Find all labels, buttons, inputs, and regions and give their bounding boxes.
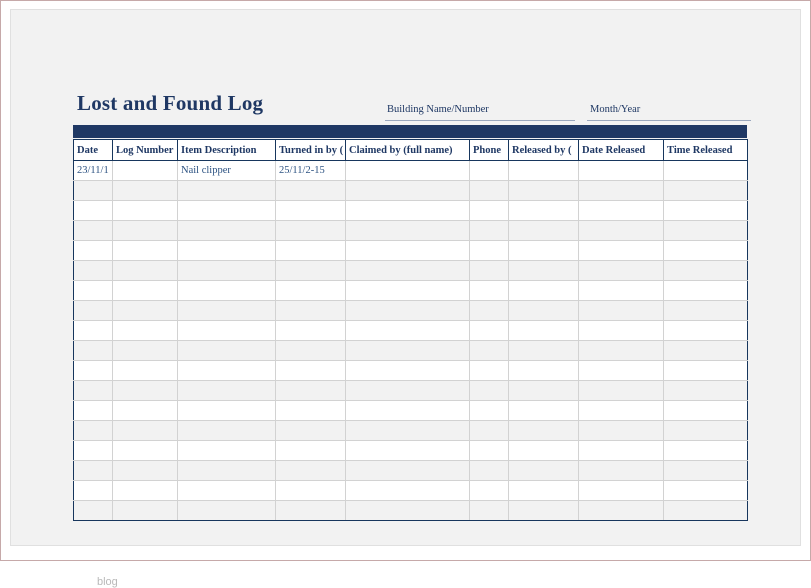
table-cell[interactable]	[74, 221, 113, 241]
table-cell[interactable]	[74, 501, 113, 521]
table-cell[interactable]	[579, 241, 664, 261]
table-cell[interactable]	[276, 261, 346, 281]
table-cell[interactable]	[509, 301, 579, 321]
table-cell[interactable]	[276, 221, 346, 241]
table-cell[interactable]	[74, 241, 113, 261]
table-cell[interactable]	[74, 261, 113, 281]
building-name-label: Building Name/Number	[387, 104, 489, 115]
table-cell[interactable]	[74, 281, 113, 301]
table-cell[interactable]	[276, 501, 346, 521]
table-cell[interactable]	[276, 401, 346, 421]
table-cell[interactable]	[579, 281, 664, 301]
table-cell[interactable]	[276, 441, 346, 461]
table-cell[interactable]	[346, 261, 470, 281]
table-cell[interactable]	[74, 361, 113, 381]
table-cell[interactable]	[113, 361, 178, 381]
table-cell[interactable]	[509, 501, 579, 521]
table-cell[interactable]	[178, 421, 276, 441]
table-row	[74, 441, 748, 461]
table-cell[interactable]	[276, 201, 346, 221]
table-cell[interactable]	[470, 261, 509, 281]
table-cell[interactable]	[579, 341, 664, 361]
table-row	[74, 481, 748, 501]
table-cell[interactable]	[113, 201, 178, 221]
table-cell[interactable]	[178, 481, 276, 501]
table-cell[interactable]	[346, 301, 470, 321]
table-cell[interactable]	[664, 341, 748, 361]
table-cell[interactable]	[178, 441, 276, 461]
table-cell[interactable]	[579, 261, 664, 281]
table-row	[74, 241, 748, 261]
table-cell[interactable]	[178, 241, 276, 261]
table-cell[interactable]	[346, 221, 470, 241]
table-cell[interactable]	[113, 421, 178, 441]
table-cell[interactable]	[74, 481, 113, 501]
table-cell[interactable]	[470, 361, 509, 381]
table-cell[interactable]	[276, 181, 346, 201]
table-row	[74, 501, 748, 521]
table-cell[interactable]	[276, 241, 346, 261]
table-cell[interactable]	[470, 321, 509, 341]
table-cell[interactable]	[509, 261, 579, 281]
table-cell[interactable]	[113, 241, 178, 261]
table-cell[interactable]	[509, 421, 579, 441]
table-cell[interactable]	[276, 281, 346, 301]
table-row	[74, 341, 748, 361]
table-cell[interactable]	[470, 301, 509, 321]
column-header-time-released[interactable]: Time Released	[664, 140, 748, 161]
column-header-date[interactable]: Date	[74, 140, 113, 161]
table-cell[interactable]	[178, 321, 276, 341]
page-title: Lost and Found Log	[77, 91, 264, 115]
table-row	[74, 161, 748, 181]
table-row	[74, 381, 748, 401]
table-cell[interactable]	[74, 201, 113, 221]
table-cell[interactable]	[346, 381, 470, 401]
table-cell[interactable]	[276, 381, 346, 401]
table-cell[interactable]	[178, 301, 276, 321]
table-cell[interactable]	[509, 241, 579, 261]
table-cell[interactable]	[346, 241, 470, 261]
table-cell[interactable]	[509, 361, 579, 381]
month-year-input[interactable]	[587, 120, 751, 121]
table-cell[interactable]	[178, 341, 276, 361]
table-cell[interactable]	[178, 461, 276, 481]
table-row	[74, 221, 748, 241]
table-cell[interactable]	[74, 421, 113, 441]
table-cell[interactable]	[113, 381, 178, 401]
table-cell[interactable]	[113, 401, 178, 421]
table-cell[interactable]	[346, 401, 470, 421]
table-cell[interactable]	[509, 281, 579, 301]
table-cell[interactable]	[346, 201, 470, 221]
table-cell[interactable]	[664, 401, 748, 421]
table-cell[interactable]: 25/11/2-15	[276, 161, 346, 181]
table-header-row	[74, 140, 748, 161]
table-cell[interactable]	[470, 161, 509, 181]
table-cell[interactable]	[470, 421, 509, 441]
table-cell[interactable]	[664, 461, 748, 481]
table-cell[interactable]	[346, 441, 470, 461]
table-cell[interactable]	[509, 481, 579, 501]
table-cell[interactable]	[579, 381, 664, 401]
table-row	[74, 421, 748, 441]
table-cell[interactable]	[346, 461, 470, 481]
table-cell[interactable]	[579, 161, 664, 181]
table-cell[interactable]	[113, 161, 178, 181]
column-header-item-description[interactable]: Item Description	[178, 140, 276, 161]
column-header-released-by[interactable]: Released by (	[509, 140, 579, 161]
table-cell[interactable]	[113, 261, 178, 281]
table-cell[interactable]	[113, 281, 178, 301]
table-cell[interactable]	[74, 441, 113, 461]
table-cell[interactable]	[664, 281, 748, 301]
table-cell[interactable]	[509, 221, 579, 241]
table-cell[interactable]	[579, 481, 664, 501]
table-cell[interactable]	[346, 421, 470, 441]
table-cell[interactable]	[470, 461, 509, 481]
table-cell[interactable]	[346, 181, 470, 201]
table-cell[interactable]	[276, 301, 346, 321]
table-cell[interactable]	[113, 441, 178, 461]
table-cell[interactable]	[178, 501, 276, 521]
table-cell[interactable]	[470, 401, 509, 421]
table-cell[interactable]	[113, 481, 178, 501]
column-header-date-released[interactable]: Date Released	[579, 140, 664, 161]
table-row	[74, 181, 748, 201]
table-cell[interactable]	[470, 281, 509, 301]
table-cell[interactable]	[579, 421, 664, 441]
table-cell[interactable]	[346, 481, 470, 501]
table-cell[interactable]	[470, 501, 509, 521]
table-cell[interactable]	[579, 221, 664, 241]
table-cell[interactable]	[346, 281, 470, 301]
table-cell[interactable]	[579, 201, 664, 221]
table-cell[interactable]	[509, 401, 579, 421]
table-row	[74, 201, 748, 221]
table-cell[interactable]	[113, 461, 178, 481]
table-cell[interactable]	[664, 441, 748, 461]
column-header-turned-in-by[interactable]: Turned in by (	[276, 140, 346, 161]
table-cell[interactable]	[470, 441, 509, 461]
table-cell[interactable]	[664, 321, 748, 341]
table-cell[interactable]	[509, 321, 579, 341]
table-cell[interactable]	[664, 501, 748, 521]
table-cell[interactable]	[178, 221, 276, 241]
table-cell[interactable]	[74, 461, 113, 481]
table-cell[interactable]	[346, 341, 470, 361]
table-cell[interactable]	[509, 161, 579, 181]
table-row	[74, 321, 748, 341]
table-cell[interactable]	[346, 501, 470, 521]
table-cell[interactable]	[470, 381, 509, 401]
table-cell[interactable]	[470, 241, 509, 261]
table-cell[interactable]	[509, 441, 579, 461]
table-cell[interactable]	[579, 501, 664, 521]
table-cell[interactable]	[74, 181, 113, 201]
table-cell[interactable]	[664, 241, 748, 261]
table-cell[interactable]	[276, 481, 346, 501]
table-cell[interactable]	[276, 421, 346, 441]
table-cell[interactable]	[276, 461, 346, 481]
table-cell[interactable]	[178, 201, 276, 221]
table-cell[interactable]	[113, 221, 178, 241]
table-cell[interactable]	[579, 401, 664, 421]
table-cell[interactable]	[579, 181, 664, 201]
table-cell[interactable]	[113, 321, 178, 341]
table-cell[interactable]	[664, 421, 748, 441]
column-header-log-number[interactable]: Log Number	[113, 140, 178, 161]
lost-and-found-table	[73, 139, 748, 521]
table-cell[interactable]: Nail clipper	[178, 161, 276, 181]
table-cell[interactable]	[74, 321, 113, 341]
table-row	[74, 361, 748, 381]
table-cell[interactable]	[509, 341, 579, 361]
table-cell[interactable]	[664, 221, 748, 241]
table-cell[interactable]	[664, 361, 748, 381]
table-cell[interactable]	[178, 181, 276, 201]
worksheet-canvas	[10, 9, 801, 588]
table-cell[interactable]	[664, 161, 748, 181]
table-row	[74, 281, 748, 301]
table-cell[interactable]	[346, 161, 470, 181]
table-row	[74, 401, 748, 421]
table-cell[interactable]	[178, 381, 276, 401]
table-cell[interactable]	[470, 221, 509, 241]
table-cell[interactable]	[579, 441, 664, 461]
table-cell[interactable]	[178, 281, 276, 301]
table-cell[interactable]	[346, 321, 470, 341]
table-cell[interactable]	[74, 341, 113, 361]
table-cell[interactable]	[470, 181, 509, 201]
table-cell[interactable]	[470, 481, 509, 501]
table-cell[interactable]	[113, 181, 178, 201]
table-cell[interactable]	[470, 341, 509, 361]
table-cell[interactable]	[346, 361, 470, 381]
table-cell[interactable]	[470, 201, 509, 221]
table-cell[interactable]	[113, 501, 178, 521]
table-cell[interactable]	[509, 181, 579, 201]
table-cell[interactable]	[113, 301, 178, 321]
building-name-input[interactable]	[385, 120, 575, 121]
table-row	[74, 301, 748, 321]
table-cell[interactable]: 23/11/1	[74, 161, 113, 181]
table-cell[interactable]	[664, 261, 748, 281]
table-cell[interactable]	[664, 201, 748, 221]
table-cell[interactable]	[509, 381, 579, 401]
table-cell[interactable]	[74, 301, 113, 321]
month-year-label: Month/Year	[590, 104, 641, 115]
column-header-phone[interactable]: Phone	[470, 140, 509, 161]
table-cell[interactable]	[664, 381, 748, 401]
table-cell[interactable]	[509, 201, 579, 221]
table-cell[interactable]	[74, 381, 113, 401]
table-cell[interactable]	[664, 301, 748, 321]
table-cell[interactable]	[664, 481, 748, 501]
table-cell[interactable]	[664, 181, 748, 201]
table-cell[interactable]	[276, 321, 346, 341]
table-cell[interactable]	[579, 301, 664, 321]
table-cell[interactable]	[74, 401, 113, 421]
table-cell[interactable]	[509, 461, 579, 481]
table-cell[interactable]	[579, 461, 664, 481]
column-header-claimed-by[interactable]: Claimed by (full name)	[346, 140, 470, 161]
table-cell[interactable]	[579, 361, 664, 381]
watermark-text: blog	[97, 576, 118, 588]
table-cell[interactable]	[276, 361, 346, 381]
table-cell[interactable]	[178, 261, 276, 281]
table-cell[interactable]	[579, 321, 664, 341]
table-cell[interactable]	[276, 341, 346, 361]
header-accent-bar	[73, 125, 747, 138]
table-cell[interactable]	[178, 401, 276, 421]
lost-and-found-log-document	[67, 78, 751, 588]
table-cell[interactable]	[113, 341, 178, 361]
table-cell[interactable]	[178, 361, 276, 381]
table-row	[74, 261, 748, 281]
table-row	[74, 461, 748, 481]
